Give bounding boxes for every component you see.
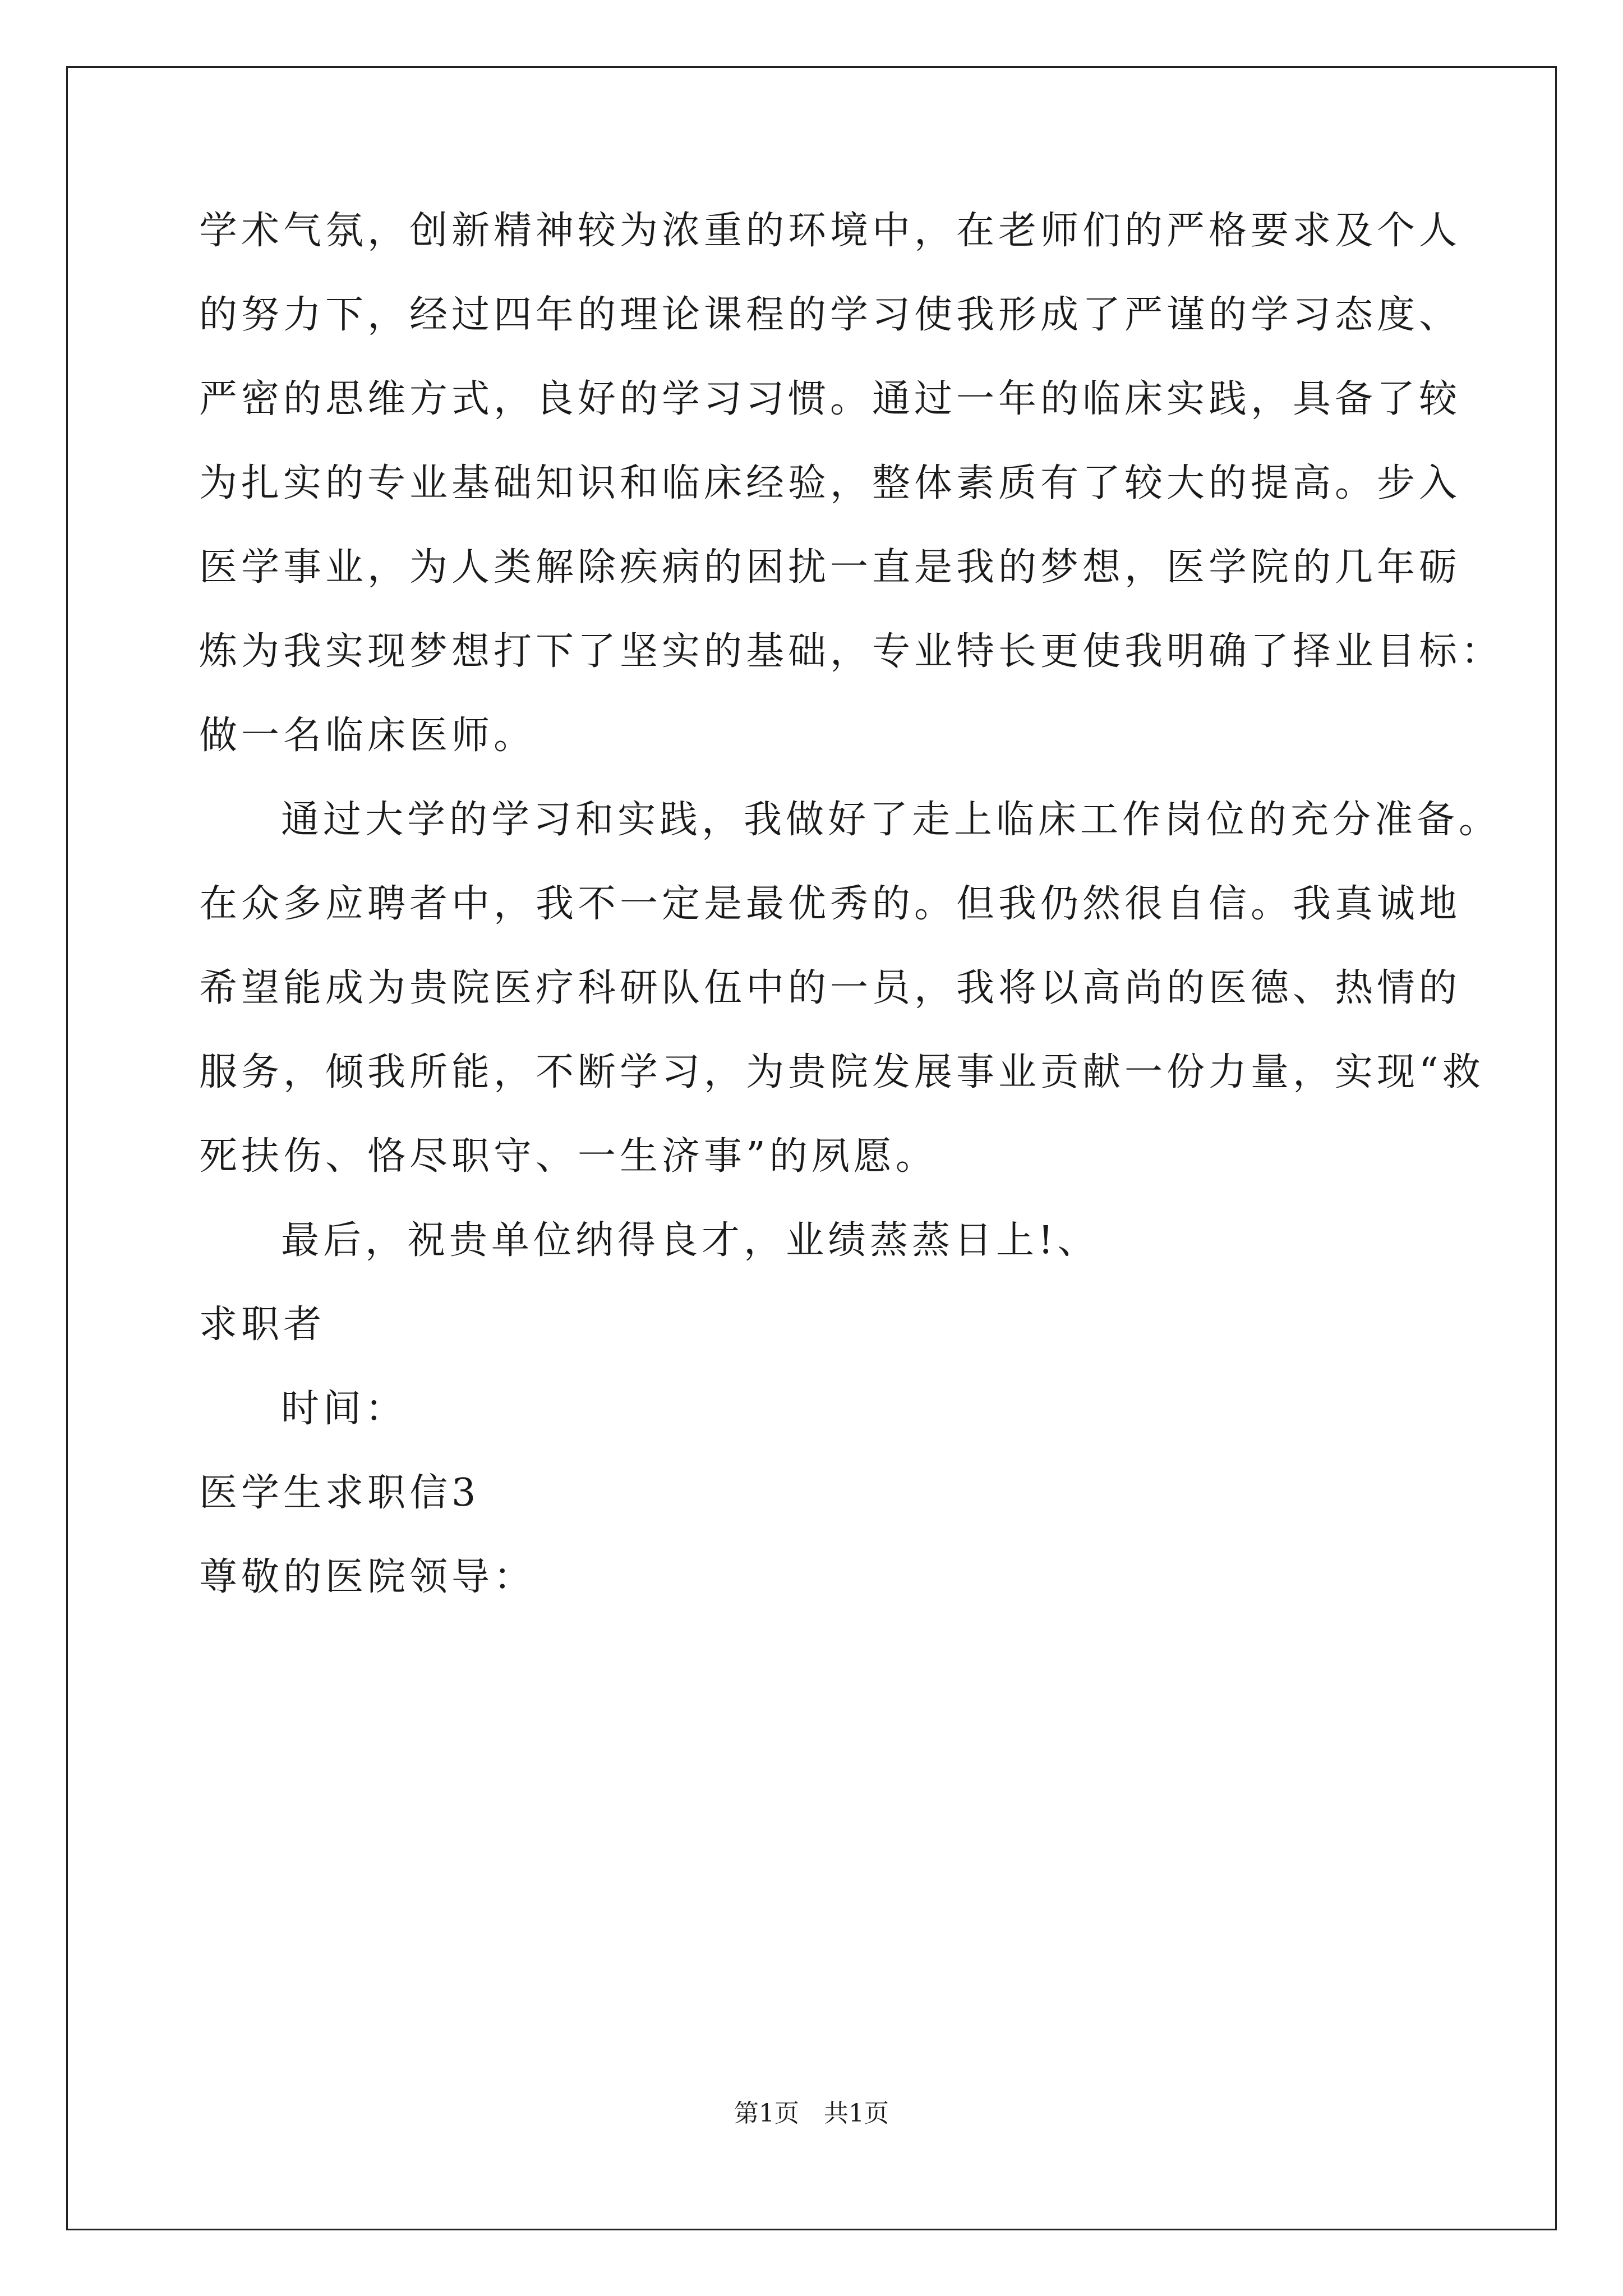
- date-label: 时间：: [281, 1387, 408, 1431]
- body-line: 死扶伤、恪尽职守、一生济事”的夙愿。: [199, 1134, 938, 1179]
- body-line: 服务，倾我所能，不断学习，为贵院发展事业贡献一份力量，实现“救: [199, 1050, 1484, 1094]
- body-line: 炼为我实现梦想打下了坚实的基础，专业特长更使我明确了择业目标：: [199, 629, 1504, 674]
- body-line: 通过大学的学习和实践，我做好了走上临床工作岗位的充分准备。: [281, 798, 1501, 842]
- body-line: 为扎实的专业基础知识和临床经验，整体素质有了较大的提高。步入: [199, 461, 1461, 505]
- body-line: 严密的思维方式，良好的学习习惯。通过一年的临床实践，具备了较: [199, 377, 1461, 421]
- signature: 求职者: [199, 1303, 326, 1347]
- body-line: 学术气氛，创新精神较为浓重的环境中，在老师们的严格要求及个人: [199, 209, 1461, 253]
- body-line: 医学事业，为人类解除疾病的困扰一直是我的梦想，医学院的几年砺: [199, 545, 1461, 590]
- closing-line: 最后，祝贵单位纳得良才，业绩蒸蒸日上!、: [281, 1218, 1100, 1263]
- body-line: 希望能成为贵院医疗科研队伍中的一员，我将以高尚的医德、热情的: [199, 966, 1461, 1010]
- body-line: 在众多应聘者中，我不一定是最优秀的。但我仍然很自信。我真诚地: [199, 882, 1461, 926]
- body-line: 的努力下，经过四年的理论课程的学习使我形成了严谨的学习态度、: [199, 293, 1461, 337]
- page-footer: 第1页 共1页: [734, 2099, 889, 2128]
- letter-title: 医学生求职信3: [199, 1471, 480, 1515]
- salutation: 尊敬的医院领导：: [199, 1555, 536, 1599]
- body-line: 做一名临床医师。: [199, 714, 536, 758]
